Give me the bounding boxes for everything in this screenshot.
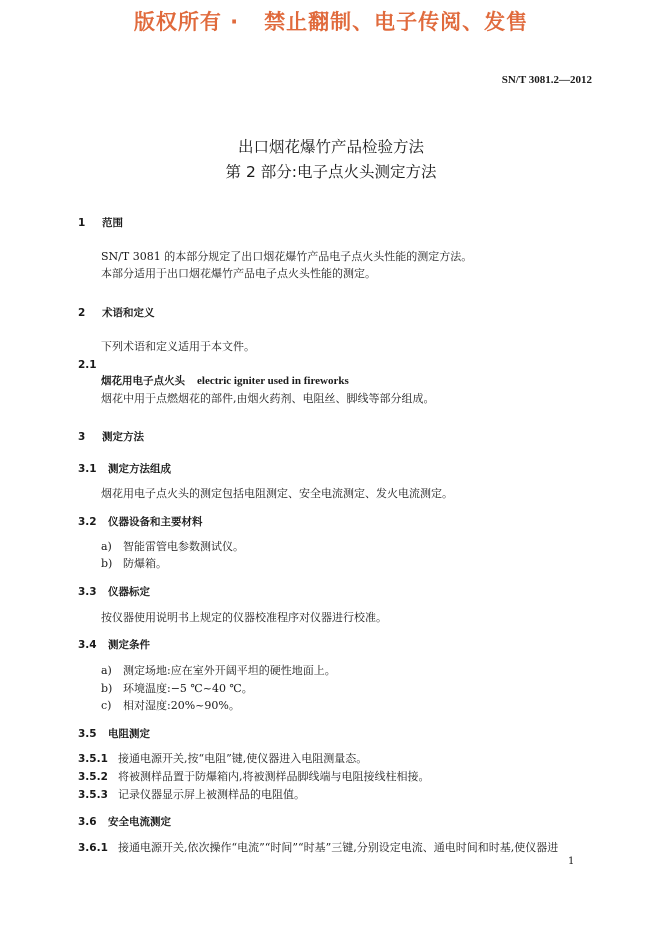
subsection-title: 测定条件 [108,639,150,651]
copyright-banner: 版权所有 · 禁止翻制、电子传阅、发售 [133,10,529,34]
item-text: 接通电源开关,按“电阻”键,使仪器进入电阻测量态。 [118,752,368,765]
list-label: a) [101,540,112,553]
list-text: 智能雷管电参数测试仪。 [123,540,244,553]
list-item [101,540,244,554]
subsection-title: 电阻测定 [108,728,150,740]
paragraph: SN/T 3081 的本部分规定了出口烟花爆竹产品电子点火头性能的测定方法。 [101,250,473,263]
list-label: a) [101,664,112,677]
document-number: SN/T 3081.2—2012 [501,74,592,86]
item-text: 接通电源开关,依次操作“电流”“时间”“时基”三键,分别设定电流、通电时间和时基,使仪器进 [118,841,559,854]
subsection-title: 安全电流测定 [108,816,171,828]
page-number: 1 [568,856,575,867]
subsection-number: 3.6 [78,816,97,828]
definition-text: 烟花中用于点燃烟花的部件,由烟火药剂、电阻丝、脚线等部分组成。 [101,392,435,405]
subsection-3-2-heading [78,515,203,529]
item-number: 3.5.2 [78,771,108,783]
paragraph: 本部分适用于出口烟花爆竹产品电子点火头性能的测定。 [101,267,376,280]
term-chinese: 烟花用电子点火头 [101,375,185,387]
list-label: c) [101,699,112,712]
section-number: 3 [78,431,86,443]
section-title: 术语和定义 [102,307,155,319]
subsection-3-4-heading [78,638,150,652]
document-title: 出口烟花爆竹产品检验方法 [237,138,424,156]
list-text: 环境温度:−5 ℃~40 ℃。 [123,682,253,695]
subsection-3-3-heading [78,585,150,599]
section-number: 1 [78,217,86,229]
paragraph: 烟花用电子点火头的测定包括电阻测定、安全电流测定、发火电流测定。 [101,487,453,500]
list-item [101,557,167,571]
numbered-item [78,752,367,766]
section-1-heading [78,216,123,230]
subsection-number: 3.5 [78,728,97,740]
section-number: 2 [78,307,86,319]
list-item [101,664,336,678]
list-label: b) [101,682,113,695]
item-number: 3.6.1 [78,842,108,854]
section-2-heading [78,306,155,320]
subsection-title: 仪器标定 [108,586,150,598]
list-text: 相对湿度:20%~90%。 [123,699,240,712]
numbered-item [78,788,305,802]
subsection-number: 3.3 [78,586,97,598]
section-title: 测定方法 [102,431,144,443]
numbered-item [78,841,558,855]
subsection-3-5-heading [78,727,150,741]
document-subtitle: 第 2 部分:电子点火头测定方法 [225,163,437,181]
subsection-number: 3.4 [78,639,97,651]
definition-number: 2.1 [78,359,97,371]
section-3-heading [78,430,144,444]
section-title: 范围 [102,217,123,229]
subsection-number: 3.2 [78,516,97,528]
item-number: 3.5.1 [78,753,108,765]
subsection-title: 测定方法组成 [108,463,171,475]
paragraph: 下列术语和定义适用于本文件。 [101,340,255,353]
term-entry [101,374,349,388]
subsection-3-6-heading [78,815,171,829]
list-item [101,699,240,713]
list-text: 防爆箱。 [123,557,167,570]
numbered-item [78,770,430,784]
item-text: 记录仪器显示屏上被测样品的电阻值。 [118,788,305,801]
subsection-3-1-heading [78,462,171,476]
item-text: 将被测样品置于防爆箱内,将被测样品脚线端与电阻接线柱相接。 [118,770,430,783]
paragraph: 按仪器使用说明书上规定的仪器校准程序对仪器进行校准。 [101,611,387,624]
subsection-number: 3.1 [78,463,97,475]
subsection-title: 仪器设备和主要材料 [108,516,203,528]
item-number: 3.5.3 [78,789,108,801]
list-text: 测定场地:应在室外开阔平坦的硬性地面上。 [123,664,336,677]
list-item [101,682,253,696]
term-english: electric igniter used in fireworks [197,375,349,387]
list-label: b) [101,557,113,570]
